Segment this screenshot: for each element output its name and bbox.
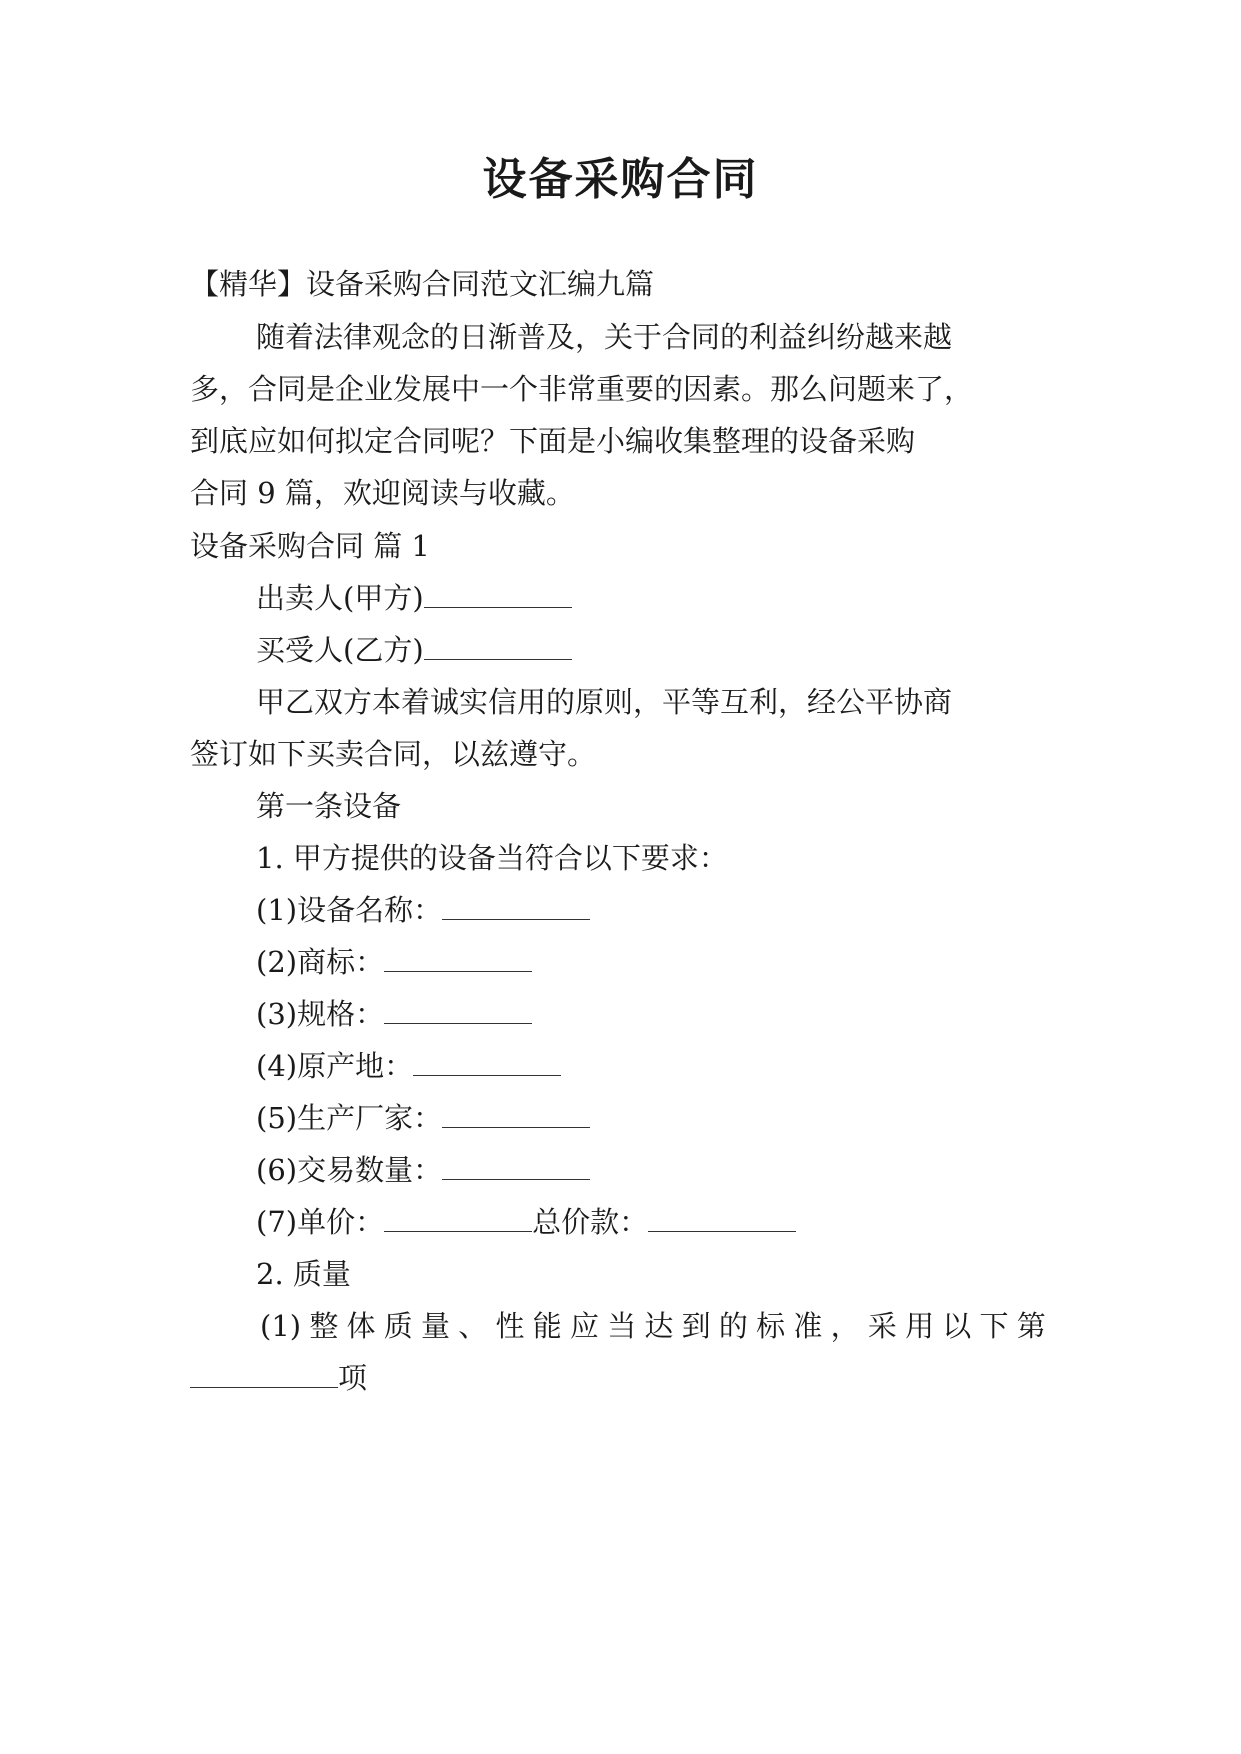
item-brand-blank [384, 947, 532, 972]
quality-line-2-end: 项 [338, 1361, 368, 1395]
quality-word: (1) [260, 1309, 302, 1343]
item-brand [256, 942, 532, 982]
item-maker-label: (5)生产厂家： [256, 1101, 443, 1135]
quality-heading: 2. 质量 [256, 1257, 351, 1291]
quality-word: 准 [793, 1309, 823, 1343]
quality-word: 用 [905, 1309, 935, 1343]
document-subtitle: 【精华】设备采购合同范文汇编九篇 [190, 267, 655, 301]
document-title: 设备采购合同 [482, 154, 759, 205]
quality-word: 、 [458, 1309, 488, 1343]
quality-word: 体 [346, 1309, 376, 1343]
item-qty-label: (6)交易数量： [256, 1153, 443, 1187]
quality-word: 当 [607, 1309, 637, 1343]
intro-line-3: 到底应如何拟定合同呢？下面是小编收集整理的设备采购 [190, 424, 916, 458]
quality-word: 整 [309, 1309, 339, 1343]
item-name-label: (1)设备名称： [256, 893, 443, 927]
section-heading: 设备采购合同 篇 1 [190, 529, 430, 563]
requirements-intro: 1. 甲方提供的设备当符合以下要求： [256, 841, 728, 875]
item-total-blank [648, 1207, 796, 1232]
quality-word: 标 [756, 1309, 786, 1343]
quality-line-1 [190, 1306, 1046, 1346]
seller-label: 出卖人(甲方) [256, 581, 424, 615]
quality-word: 采 [867, 1309, 897, 1343]
item-qty [256, 1150, 590, 1190]
quality-word: 以 [942, 1309, 972, 1343]
quality-word: 达 [644, 1309, 674, 1343]
quality-word: 量 [421, 1309, 451, 1343]
quality-word: 应 [569, 1309, 599, 1343]
quality-word: 的 [718, 1309, 748, 1343]
item-total-label: 总价款： [532, 1205, 649, 1239]
quality-word: 第 [1016, 1309, 1046, 1343]
item-price-blank [384, 1207, 532, 1232]
intro-line-1: 随着法律观念的日渐普及，关于合同的利益纠纷越来越 [256, 320, 953, 354]
item-price [256, 1202, 796, 1242]
buyer-label: 买受人(乙方) [256, 633, 424, 667]
item-origin-label: (4)原产地： [256, 1049, 414, 1083]
quality-word: 性 [495, 1309, 525, 1343]
item-price-label: (7)单价： [256, 1205, 385, 1239]
quality-word: ， [830, 1309, 860, 1343]
seller-blank [424, 583, 572, 608]
item-spec [256, 994, 532, 1034]
article-1-heading: 第一条设备 [256, 789, 402, 823]
intro-line-4: 合同 9 篇，欢迎阅读与收藏。 [190, 476, 575, 510]
item-maker [256, 1098, 590, 1138]
item-brand-label: (2)商标： [256, 945, 385, 979]
buyer-line [256, 630, 572, 670]
quality-word: 质 [383, 1309, 413, 1343]
item-spec-label: (3)规格： [256, 997, 385, 1031]
quality-blank [190, 1363, 338, 1388]
principle-line-1: 甲乙双方本着诚实信用的原则，平等互利，经公平协商 [256, 685, 953, 719]
quality-word: 下 [979, 1309, 1009, 1343]
item-origin [256, 1046, 561, 1086]
quality-word: 到 [681, 1309, 711, 1343]
buyer-blank [424, 635, 572, 660]
principle-line-2: 签订如下买卖合同，以兹遵守。 [190, 737, 597, 771]
seller-line [256, 578, 572, 618]
item-spec-blank [384, 999, 532, 1024]
intro-line-2: 多，合同是企业发展中一个非常重要的因素。那么问题来了， [190, 372, 974, 406]
item-maker-blank [442, 1103, 590, 1128]
quality-word: 能 [532, 1309, 562, 1343]
item-origin-blank [413, 1051, 561, 1076]
quality-line-2 [190, 1358, 367, 1398]
item-name-blank [442, 895, 590, 920]
item-name [256, 890, 590, 930]
item-qty-blank [442, 1155, 590, 1180]
